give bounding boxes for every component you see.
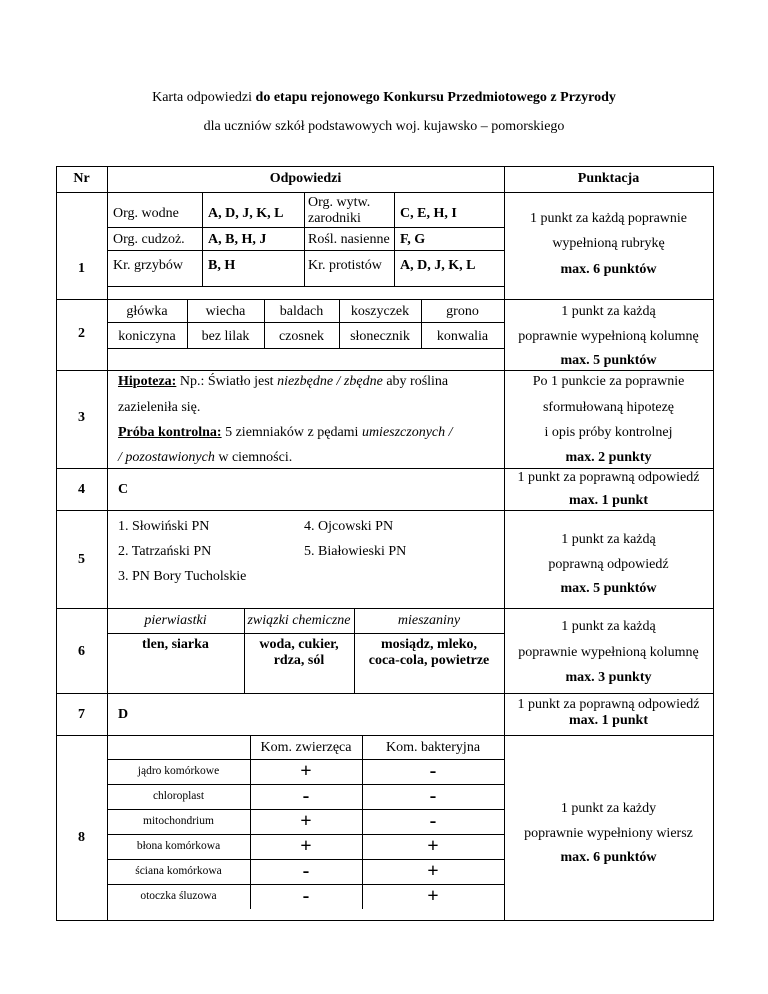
q2-cell: konwalia: [436, 329, 489, 344]
document-subtitle: dla uczniów szkół podstawowych woj. kujawsko – pomorskiego: [203, 119, 565, 134]
q8-mark: +: [427, 835, 439, 857]
q1-cell: B, H: [208, 258, 236, 273]
q1-points: wypełnioną rubrykę: [552, 236, 665, 251]
q2-cell: bez lilak: [201, 329, 250, 344]
q8-mark: -: [302, 885, 310, 907]
q8-mark: +: [300, 810, 312, 832]
q3-max: max. 2 punkty: [565, 450, 652, 465]
q6-cell: tlen, siarka: [142, 637, 209, 652]
q6-header: związki chemiczne: [247, 613, 351, 628]
q6-cell: rdza, sól: [273, 653, 325, 668]
question-number-7: 7: [78, 707, 85, 722]
q5-points: poprawną odpowiedź: [548, 557, 669, 572]
q8-mark: +: [427, 860, 439, 882]
q5-item: 1. Słowiński PN: [118, 519, 210, 534]
q3-control-test-cont: / pozostawionych w ciemności.: [118, 450, 293, 465]
q1-cell: Kr. grzybów: [113, 258, 183, 273]
q8-row-label: mitochondrium: [143, 815, 214, 827]
q4-points: 1 punkt za poprawną odpowiedź: [517, 470, 700, 485]
q8-header: Kom. zwierzęca: [260, 740, 352, 755]
q2-max: max. 5 punktów: [560, 353, 657, 368]
q2-cell: koszyczek: [350, 304, 410, 319]
q5-max: max. 5 punktów: [560, 581, 657, 596]
q1-cell: F, G: [400, 232, 426, 247]
question-number-4: 4: [78, 482, 85, 497]
q5-item: 5. Białowieski PN: [304, 544, 407, 559]
q8-row-label: otoczka śluzowa: [140, 890, 217, 902]
question-number-6: 6: [78, 644, 85, 659]
q4-answer: C: [118, 482, 129, 497]
column-header-points: Punktacja: [577, 171, 640, 186]
q8-mark: -: [302, 785, 310, 807]
q1-cell: Rośl. nasienne: [308, 232, 390, 247]
q2-points: 1 punkt za każdą: [561, 304, 656, 319]
q6-header: pierwiastki: [144, 613, 207, 628]
q5-item: 2. Tatrzański PN: [118, 544, 212, 559]
q1-cell: A, B, H, J: [208, 232, 267, 247]
q8-row-label: chloroplast: [152, 790, 205, 802]
document-title: Karta odpowiedzi do etapu rejonowego Konkursu Przedmiotowego z Przyrody: [152, 90, 616, 105]
q8-mark: -: [302, 860, 310, 882]
q6-cell: coca-cola, powietrze: [368, 653, 490, 668]
q2-cell: czosnek: [278, 329, 325, 344]
q8-points: poprawnie wypełniony wiersz: [524, 826, 693, 841]
q8-row-label: błona komórkowa: [136, 840, 221, 852]
column-header-nr: Nr: [73, 171, 90, 186]
q1-max: max. 6 punktów: [560, 262, 657, 277]
q2-cell: koniczyna: [118, 329, 176, 344]
q8-row-label: jądro komórkowe: [137, 765, 220, 777]
q6-cell: woda, cukier,: [259, 637, 339, 652]
q1-cell: A, D, J, K, L: [400, 258, 476, 273]
q6-max: max. 3 punkty: [565, 670, 652, 685]
q8-max: max. 6 punktów: [560, 850, 657, 865]
q3-control-test: Próba kontrolna: 5 ziemniaków z pędami umieszczonych /: [118, 425, 453, 440]
q5-item: 3. PN Bory Tucholskie: [118, 569, 247, 584]
q3-points: Po 1 punkcie za poprawnie: [532, 374, 685, 389]
q3-hypothesis: Hipoteza: Np.: Światło jest niezbędne / zbędne aby roślina: [118, 374, 449, 389]
question-number-5: 5: [78, 552, 85, 567]
q8-points: 1 punkt za każdy: [560, 801, 657, 816]
q8-mark: -: [429, 785, 437, 807]
question-number-1: 1: [78, 261, 85, 276]
q2-cell: baldach: [279, 304, 324, 319]
q6-points: poprawnie wypełnioną kolumnę: [518, 645, 699, 660]
q2-cell: słonecznik: [350, 329, 410, 344]
q2-cell: grono: [446, 304, 479, 319]
q8-row-label: ściana komórkowa: [135, 865, 222, 877]
question-number-8: 8: [78, 830, 85, 845]
question-number-3: 3: [78, 410, 85, 425]
q2-cell: główka: [126, 304, 168, 319]
q2-points: poprawnie wypełnioną kolumnę: [518, 329, 699, 344]
q1-cell: A, D, J, K, L: [208, 206, 284, 221]
q5-points: 1 punkt za każdą: [561, 532, 656, 547]
q7-answer: D: [118, 707, 129, 722]
q6-header: mieszaniny: [397, 613, 461, 628]
q1-cell: C, E, H, I: [400, 206, 457, 221]
q1-points: 1 punkt za każdą poprawnie: [529, 211, 688, 226]
q3-points: sformułowaną hipotezę: [542, 400, 674, 415]
q1-cell: Org. wodne: [113, 206, 179, 221]
q8-mark: -: [429, 760, 437, 782]
q1-cell: zarodniki: [308, 211, 361, 226]
q4-max: max. 1 punkt: [569, 493, 648, 508]
q3-points: i opis próby kontrolnej: [544, 425, 673, 440]
question-number-2: 2: [78, 326, 85, 341]
q5-item: 4. Ojcowski PN: [304, 519, 394, 534]
q8-mark: +: [300, 835, 312, 857]
q7-max: max. 1 punkt: [569, 713, 648, 728]
q8-mark: -: [429, 810, 437, 832]
q8-mark: +: [300, 760, 312, 782]
q8-mark: +: [427, 885, 439, 907]
q3-hypothesis-cont: zazieleniła się.: [118, 400, 201, 415]
q1-cell: Kr. protistów: [308, 258, 382, 273]
column-header-answers: Odpowiedzi: [269, 171, 342, 186]
q1-cell: Org. wytw.: [308, 195, 371, 210]
q8-header: Kom. bakteryjna: [385, 740, 481, 755]
q6-cell: mosiądz, mleko,: [380, 637, 478, 652]
q6-points: 1 punkt za każdą: [561, 619, 656, 634]
q1-cell: Org. cudzoż.: [113, 232, 185, 247]
q7-points: 1 punkt za poprawną odpowiedź: [517, 697, 700, 712]
q2-cell: wiecha: [205, 304, 246, 319]
